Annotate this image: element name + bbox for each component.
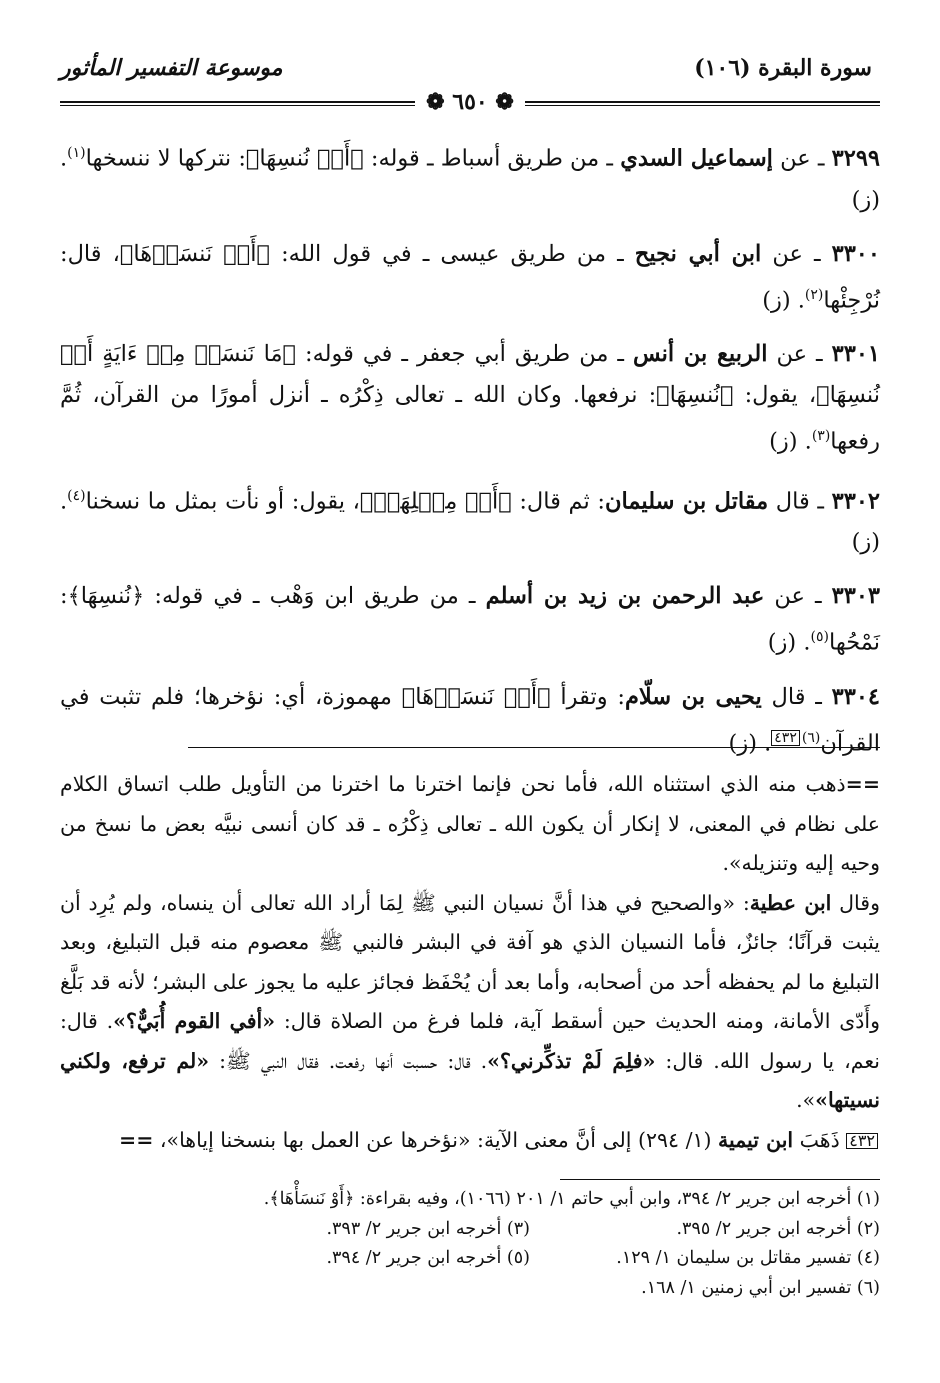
narration-3299 [60, 133, 880, 221]
footnote-ref: (١) [67, 145, 86, 161]
footnote-2: (٢) أخرجه ابن جرير ٢/ ٣٩٥. [676, 1218, 880, 1239]
footnote-ref: (٤) [67, 487, 86, 504]
narration-number: ٣٣٠١ [831, 341, 880, 367]
notes-separator [188, 747, 880, 748]
note-paragraph [60, 765, 880, 884]
narration-number: ٣٣٠٤ [831, 683, 880, 710]
quote: «أفي القوم أُبَيٌّ؟» [113, 1009, 276, 1033]
page-header [60, 55, 880, 115]
narration-text: ـ عن [767, 341, 832, 367]
header-rule-left [60, 101, 415, 106]
narration-text: ـ من طريق أسباط ـ قوله: ﴿أَوۡ نُنسِهَا﴾: نتركها لا ننسخها [85, 145, 621, 172]
footnote-5: (٥) أخرجه ابن جرير ٢/ ٣٩٤. [326, 1248, 530, 1268]
narration-text: : ثم قال: ﴿أَوۡ مِثۡلِهَآۗ﴾، يقول: أو نأت بمثل ما نسخنا [85, 488, 606, 514]
note-paragraph [60, 1121, 880, 1161]
footnotes-separator [560, 1179, 880, 1180]
narration-tag: . (ز) [60, 145, 880, 213]
note-text: ». [796, 1088, 816, 1112]
footnote-ref: (٢) [804, 286, 824, 303]
note-text: وقال [831, 890, 881, 915]
narration-tag: . (ز) [60, 488, 880, 555]
narration-number: ٣٣٠٣ [831, 583, 880, 609]
sura-label: سورة البقرة (١٠٦) [694, 55, 872, 81]
header-rule [60, 89, 880, 115]
narration-tag: . (ز) [769, 428, 812, 455]
narration-number: ٣٢٩٩ [831, 145, 880, 172]
footnote-6: (٦) تفسير ابن أبي زمنين ١/ ١٦٨. [641, 1277, 880, 1298]
note-text: (١/ ٢٩٤) إلى أنَّ معنى الآية: «نؤخرها عن العمل بها بنسخنا إياها»، [153, 1127, 719, 1152]
footnote-ref: (٥) [810, 629, 829, 645]
narration-tag: . (ز) [728, 730, 772, 756]
narration-text: ـ من طريق ابن وَهْب ـ في قوله: ﴿نُنسِهَا﴾: نَمْحُها [60, 583, 880, 656]
footnote-4: (٤) تفسير مقاتل بن سليمان ١/ ١٢٩. [616, 1248, 880, 1268]
narration-tag: . (ز) [767, 629, 811, 656]
narration-number: ٣٣٠٠ [831, 240, 880, 267]
note-text: . قال: حسبت أنها رفعت. فقال النبي ﷺ: [209, 1048, 488, 1073]
footnotes [60, 1185, 880, 1303]
footnote-ref: (٣) [811, 428, 831, 444]
narration-text: ـ من طريق أبي جعفر ـ في قوله: ﴿مَا نَنسَخۡ مِنۡ ءَايَةٍ أَوۡ نُنسِهَا﴾، يقول: ﴿نُنسِهَا﴾: نرفعها. وكان الله ـ تعالى ذِكْرُه ـ أنزل أمورًا من القرآن، ثُمَّ رفعها [60, 341, 880, 455]
narration-tag: . (ز) [762, 287, 805, 313]
narrator-name: عبد الرحمن بن زيد بن أسلم [485, 583, 765, 609]
footnote-3: (٣) أخرجه ابن جرير ٢/ ٣٩٣. [326, 1218, 530, 1239]
scholar-name: ابن تيمية [718, 1127, 794, 1152]
continuation-mark: == [845, 772, 880, 796]
narrator-name: مقاتل بن سليمان [605, 488, 769, 514]
narrator-name: يحيى بن سلّام [624, 683, 762, 710]
footnote-row [60, 1244, 880, 1274]
narration-text: ـ عن [764, 583, 832, 609]
cross-reference-box: ٤٣٢ [846, 1133, 878, 1149]
scholar-name: ابن عطية [749, 890, 832, 915]
footnote-ref: (٦) [801, 729, 821, 746]
note-paragraph [60, 884, 880, 1121]
narration-3301 [60, 334, 880, 463]
narration-text: : وتقرأ ﴿أَوۡ نَنسَأۡهَا﴾ مهموزة، أي: نؤخرها؛ فلم تثبت في القرآن [60, 683, 880, 756]
book-title: موسوعة التفسير المأثور [60, 55, 283, 81]
footnote-row [60, 1215, 880, 1245]
narration-text: ـ عن [772, 145, 832, 172]
header-rule-right [525, 101, 880, 106]
narration-3302 [60, 476, 880, 564]
narration-text: ـ عن [761, 240, 832, 267]
narrator-name: الربيع بن أنس [632, 341, 768, 367]
commentary-notes [60, 765, 880, 1160]
narration-3300 [60, 234, 880, 322]
narration-text: ـ قال [768, 488, 832, 514]
narration-text: ـ من طريق عيسى ـ في قول الله: ﴿أَوۡ نَنسَأۡهَا﴾، قال: نُرْجِئْها [60, 240, 880, 313]
narrator-name: ابن أبي نجيح [634, 240, 762, 267]
narration-3304 [60, 677, 880, 765]
cross-reference-box: ٤٣٢ [771, 730, 800, 746]
note-text: ذهب منه الذي استثناه الله، فأما نحن فإنما اخترنا ما اخترنا من التأويل طلب اتساق الكلام على نظام في المعنى، لا إنكار أن يكون الله ـ تعالى ذِكْرُه ـ قد كان أنسى نبيَّه بعض ما نسخ من وحيه إليه وتنزيله». [60, 772, 880, 875]
footnote-1: (١) أخرجه ابن جرير ٢/ ٣٩٤، وابن أبي حاتم ١/ ٢٠١ (١٠٦٦)، وفيه بقراءة: ﴿أَوْ نَنسَأْهَا﴾. [263, 1189, 880, 1209]
narration-number: ٣٣٠٢ [831, 488, 880, 514]
page-number: ❁ ٦٥٠ ❁ [426, 89, 514, 115]
continuation-mark: == [119, 1127, 154, 1152]
quote: «فلِمَ لَمْ تذكِّرني؟» [487, 1048, 656, 1073]
narration-3303 [60, 576, 880, 664]
quote: «لم ترفع، ولكني نسيتها» [60, 1048, 880, 1112]
narration-list [60, 133, 880, 777]
note-text: ذَهَبَ [793, 1127, 847, 1152]
narration-text: ـ قال [761, 683, 832, 710]
note-text: . قال: نعم، يا رسول الله. قال: [60, 1009, 880, 1073]
note-text: : «والصحيح في هذا أنَّ نسيان النبي ﷺ لِمَا أراد الله تعالى أن ينساه، ولم يُرِد أن يثبت قرآنًا؛ جائزٌ، فأما النسيان الذي هو آفة في البشر فالنبي ﷺ معصوم منه قبل التبليغ، وبعد التبليغ ما لم يحفظه أحد من أصحابه، وأما بعد أن يُحْفَظ فجائز عليه ما يجوز على البشر؛ لأنه قد بَلَّغ وأَدّى الأمانة، ومنه الحديث حين أسقط آية، فلما فرغ من الصلاة قال: [60, 890, 880, 1033]
narrator-name: إسماعيل السدي [620, 145, 773, 172]
book-page [60, 55, 880, 1355]
